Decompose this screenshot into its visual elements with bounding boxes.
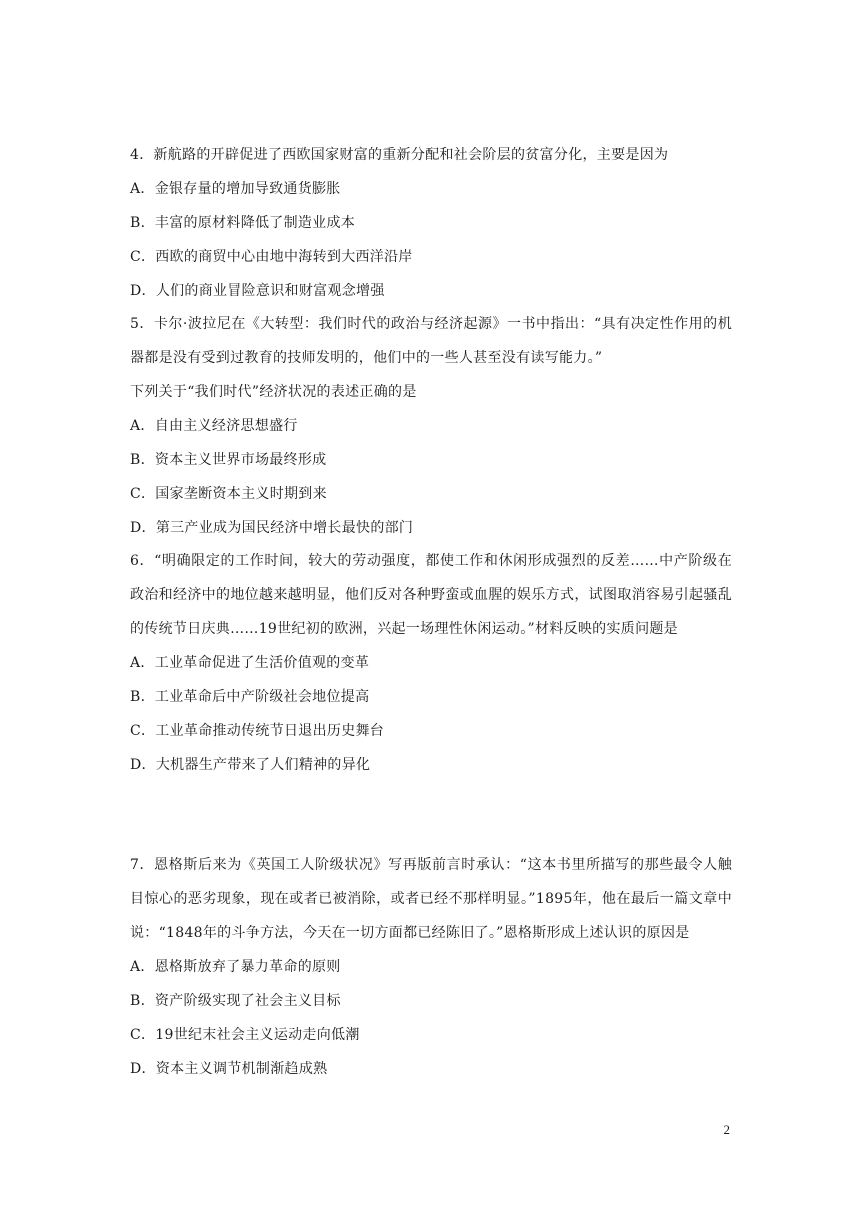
question-prompt: 下列关于“我们时代”经济状况的表述正确的是	[130, 384, 417, 400]
option-b: B．资本主义世界市场最终形成	[130, 452, 327, 468]
option-b: B．丰富的原材料降低了制造业成本	[130, 215, 356, 231]
page-number: 2	[723, 1122, 730, 1137]
option-b: B．工业革命后中产阶级社会地位提高	[130, 689, 370, 705]
option-d: D．人们的商业冒险意识和财富观念增强	[130, 283, 385, 299]
option-a: A．恩格斯放弃了暴力革命的原则	[130, 959, 341, 975]
option-d: D．第三产业成为国民经济中增长最快的部门	[130, 520, 414, 536]
option-a: A．自由主义经济思想盛行	[130, 418, 298, 434]
option-b: B．资产阶级实现了社会主义目标	[130, 993, 341, 1009]
option-d: D．资本主义调节机制渐趋成熟	[130, 1061, 328, 1077]
question-4	[130, 138, 732, 308]
question-6	[130, 544, 732, 782]
question-stem: 4．新航路的开辟促进了西欧国家财富的重新分配和社会阶层的贫富分化，主要是因为	[130, 147, 669, 163]
option-c: C．国家垄断资本主义时期到来	[130, 486, 327, 502]
question-stem: 6．“明确限定的工作时间，较大的劳动强度，都使工作和休闲形成强烈的反差……中产阶级在政治和经济中的地位越来越明显，他们反对各种野蛮或血腥的娱乐方式，试图取消容易引起骚乱的传统节日庆典……19世纪初的欧洲，兴起一场理性休闲运动。”材料反映的实质问题是	[130, 553, 732, 637]
question-5	[130, 307, 732, 545]
option-a: A．金银存量的增加导致通货膨胀	[130, 181, 341, 197]
option-a: A．工业革命促进了生活价值观的变革	[130, 655, 370, 671]
question-stem: 7．恩格斯后来为《英国工人阶级状况》写再版前言时承认：“这本书里所描写的那些最令人触目惊心的恶劣现象，现在或者已被消除，或者已经不那样明显。”1895年，他在最后一篇文章中说：“1848年的斗争方法，今天在一切方面都已经陈旧了。”恩格斯形成上述认识的原因是	[130, 857, 732, 941]
question-stem: 5．卡尔·波拉尼在《大转型：我们时代的政治与经济起源》一书中指出：“具有决定性作用的机器都是没有受到过教育的技师发明的，他们中的一些人甚至没有读写能力。”	[130, 316, 732, 366]
question-7	[130, 848, 732, 1086]
option-d: D．大机器生产带来了人们精神的异化	[130, 757, 371, 773]
option-c: C．西欧的商贸中心由地中海转到大西洋沿岸	[130, 249, 413, 265]
option-c: C．19世纪末社会主义运动走向低潮	[130, 1027, 360, 1043]
option-c: C．工业革命推动传统节日退出历史舞台	[130, 723, 385, 739]
